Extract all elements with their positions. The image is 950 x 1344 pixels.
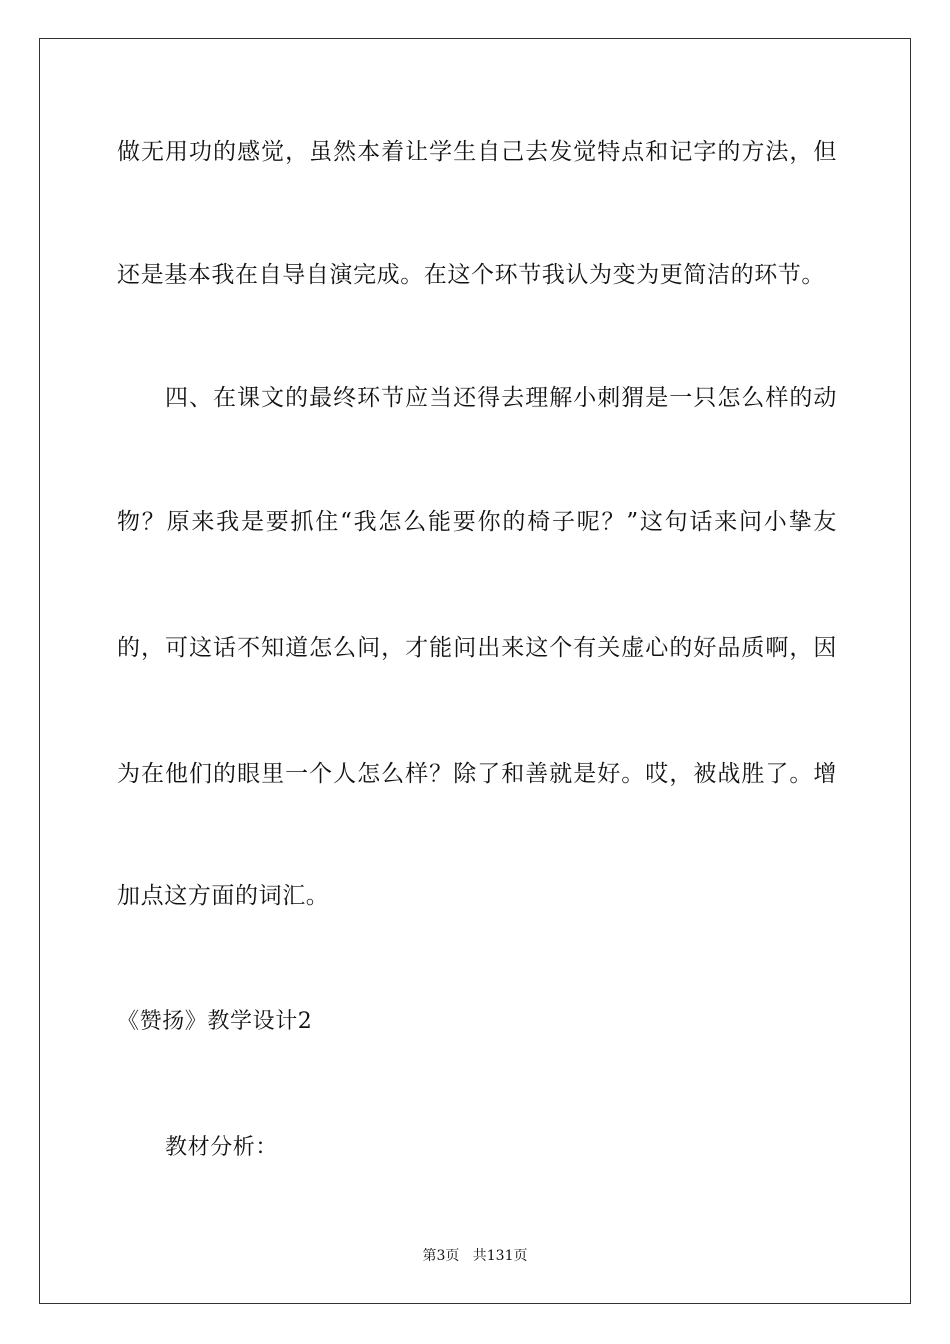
paragraph-line: 还是基本我在自导自演完成。在这个环节我认为变为更简洁的环节。 bbox=[117, 262, 825, 288]
page-border bbox=[39, 38, 911, 1304]
total-pages: 共131页 bbox=[472, 1248, 528, 1264]
paragraph-line: 四、在课文的最终环节应当还得去理解小刺猬是一只怎么样的动 bbox=[165, 385, 837, 411]
paragraph-line: 为在他们的眼里一个人怎么样？除了和善就是好。哎，被战胜了。增 bbox=[117, 761, 837, 787]
paragraph-line: 的，可这话不知道怎么问，才能问出来这个有关虚心的好品质啊，因 bbox=[117, 635, 837, 661]
page-number: 第3页 bbox=[422, 1248, 460, 1264]
paragraph-line: 做无用功的感觉，虽然本着让学生自己去发觉特点和记字的方法，但 bbox=[117, 139, 837, 165]
section-title: 《赞扬》教学设计2 bbox=[117, 1009, 313, 1034]
subsection-title: 教材分析： bbox=[165, 1135, 279, 1160]
page-footer bbox=[0, 1246, 950, 1266]
paragraph-line: 加点这方面的词汇。 bbox=[117, 883, 330, 909]
paragraph-line: 物？原来我是要抓住“我怎么能要你的椅子呢？”这句话来问小挚友 bbox=[117, 509, 837, 535]
